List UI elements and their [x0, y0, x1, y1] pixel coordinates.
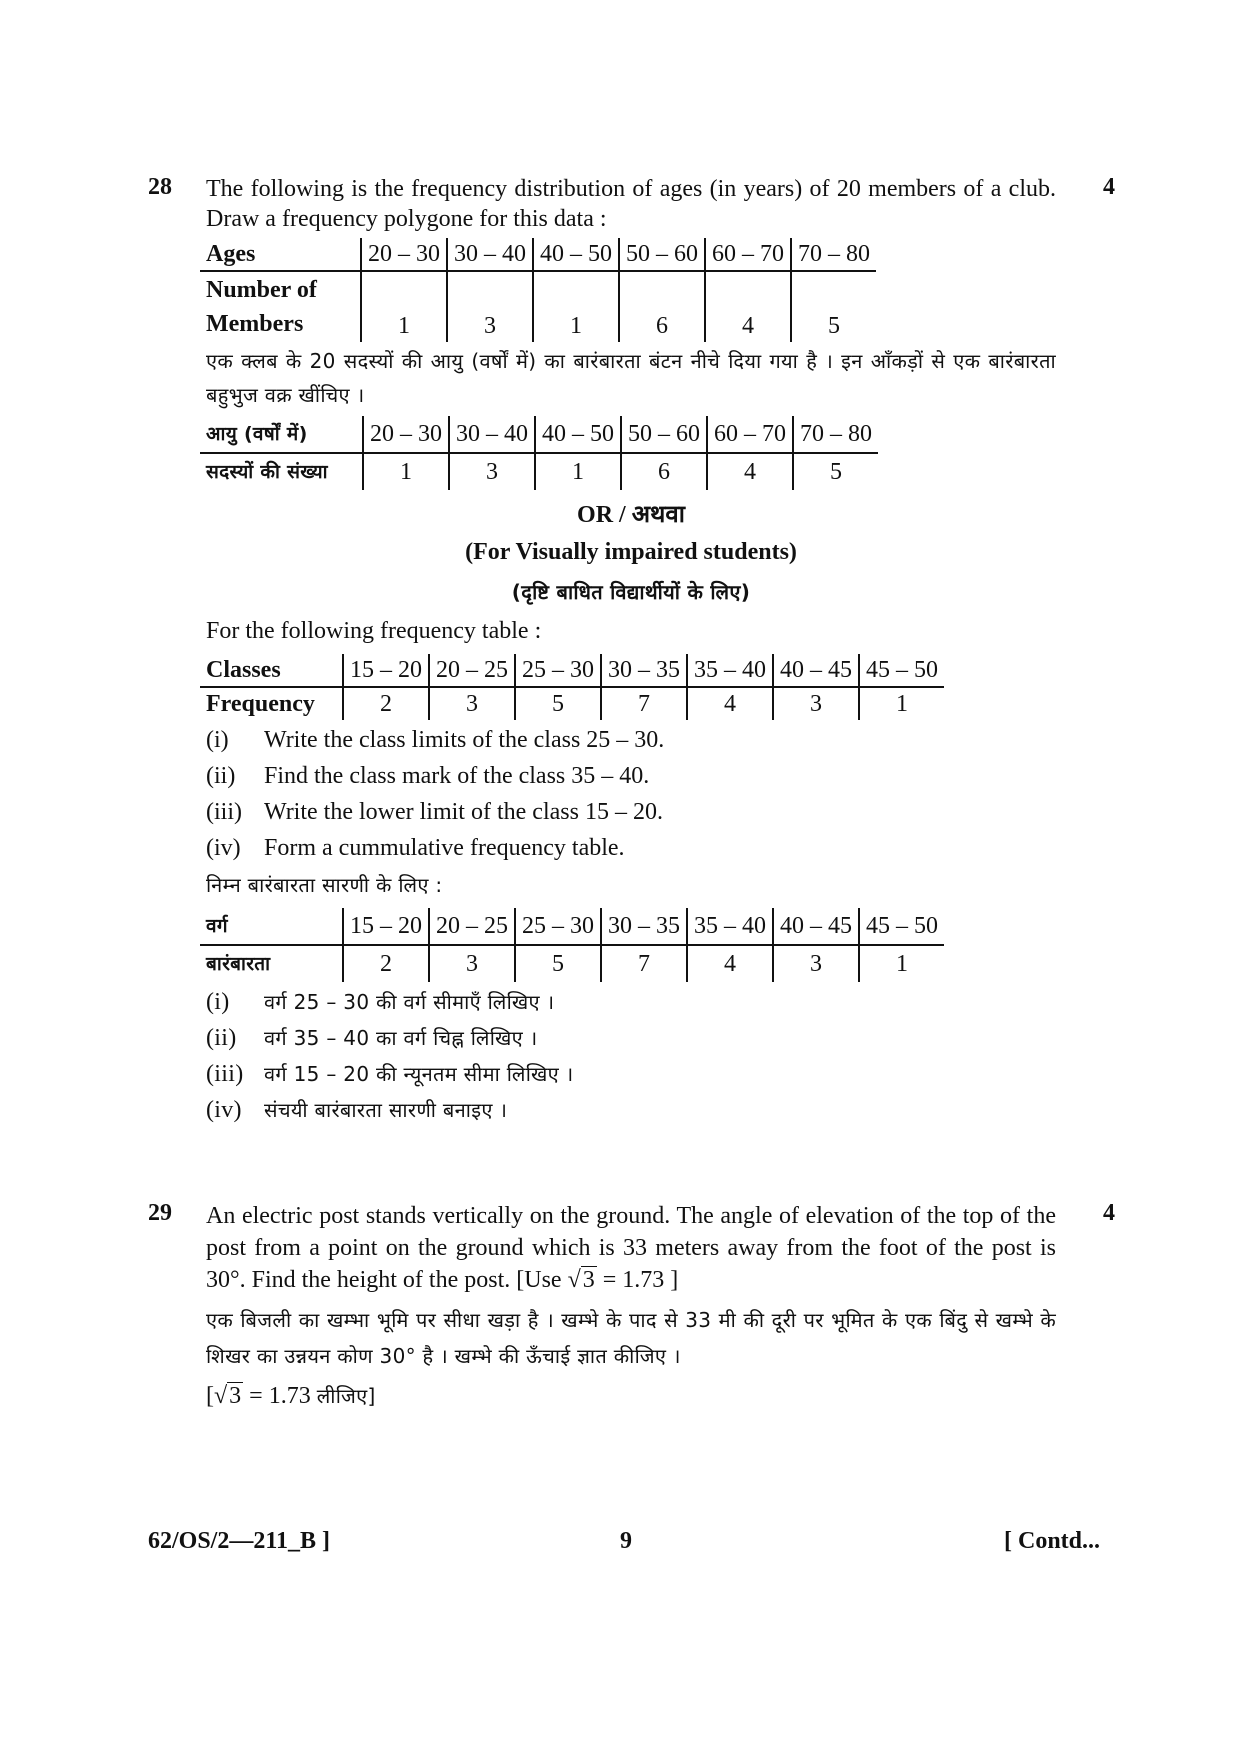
table-cell: 3	[449, 453, 535, 490]
item-number: (iii)	[206, 799, 242, 825]
table-cell: 25 – 30	[515, 654, 601, 687]
item-number: (i)	[206, 989, 230, 1015]
row-label-line-1: Number of	[206, 277, 317, 303]
table-cell: 40 – 50	[533, 238, 619, 271]
visually-impaired-heading: (For Visually impaired students)	[465, 539, 797, 565]
sub-question-list	[206, 722, 1056, 866]
frequency-table-classes-hindi	[200, 908, 944, 982]
table-cell: 30 – 40	[449, 416, 535, 453]
continued-label: [ Contd...	[1004, 1528, 1101, 1554]
table-cell: 20 – 25	[429, 908, 515, 945]
list-item	[206, 1092, 1056, 1128]
table-cell: 30 – 35	[601, 654, 687, 687]
list-item	[206, 1056, 1056, 1092]
item-text: संचयी बारंबारता सारणी बनाइए ।	[264, 1098, 508, 1122]
question-number: 28	[148, 174, 172, 200]
table-header-label: Classes	[200, 654, 343, 687]
table-cell: 35 – 40	[687, 908, 773, 945]
row-label-line-2: Members	[206, 311, 304, 337]
frequency-table-ages-hindi	[200, 416, 878, 490]
list-item	[206, 758, 1056, 794]
or-separator: OR / अथवा	[577, 502, 685, 528]
table-cell: 70 – 80	[793, 416, 878, 453]
list-item	[206, 1020, 1056, 1056]
table-row-label	[200, 271, 361, 342]
table-cell: 25 – 30	[515, 908, 601, 945]
table-cell: 45 – 50	[859, 908, 944, 945]
question-29-body	[206, 1200, 1056, 1414]
table-cell: 2	[343, 687, 429, 720]
list-item	[206, 830, 1056, 866]
item-text: Write the class limits of the class 25 – 30.	[264, 727, 665, 753]
paper-code: 62/OS/2—211_B ]	[148, 1528, 331, 1554]
item-text: Write the lower limit of the class 15 – 20.	[264, 799, 663, 825]
item-text: वर्ग 25 – 30 की वर्ग सीमाएँ लिखिए ।	[264, 990, 555, 1014]
table-cell: 1	[363, 453, 449, 490]
table-header-label: Ages	[200, 238, 361, 271]
question-text-hindi: एक बिजली का खम्भा भूमि पर सीधा खड़ा है । खम्भे के पाद से 33 मी की दूरी पर भूमित के एक बिंदु से खम्भे के शिखर का उन्नयन कोण 30° है । खम्भे की ऊँचाई ज्ञात कीजिए ।	[206, 1308, 1056, 1368]
list-item	[206, 722, 1056, 758]
table-cell: 4	[705, 271, 791, 342]
question-marks: 4	[1103, 1200, 1115, 1226]
vi-intro: For the following frequency table :	[206, 618, 542, 644]
table-cell: 1	[859, 945, 944, 982]
table-cell: 7	[601, 687, 687, 720]
sqrt-expression: √3	[567, 1267, 595, 1293]
table-row-label: बारंबारता	[206, 953, 271, 975]
table-cell: 3	[429, 945, 515, 982]
table-cell: 6	[621, 453, 707, 490]
question-28-body	[206, 174, 1056, 1128]
question-marks: 4	[1103, 174, 1115, 200]
hindi-hint	[206, 1378, 1056, 1414]
item-text: वर्ग 35 – 40 का वर्ग चिह्न लिखिए ।	[264, 1026, 538, 1050]
table-cell: 1	[535, 453, 621, 490]
table-cell: 3	[429, 687, 515, 720]
item-number: (i)	[206, 727, 229, 753]
table-cell: 5	[515, 687, 601, 720]
table-cell: 60 – 70	[705, 238, 791, 271]
table-cell: 6	[619, 271, 705, 342]
table-row-label: सदस्यों की संख्या	[206, 461, 328, 483]
table-cell: 4	[687, 945, 773, 982]
table-header-label: आयु (वर्षों में)	[200, 416, 363, 453]
question-text-hindi: एक क्लब के 20 सदस्यों की आयु (वर्षों में) का बारंबारता बंटन नीचे दिया गया है । इन आँकड़ों से एक बारंबारता बहुभुज वक्र खींचिए ।	[206, 349, 1056, 407]
item-text: Form a cummulative frequency table.	[264, 835, 625, 861]
table-cell: 1	[859, 687, 944, 720]
question-text-main: An electric post stands vertically on the ground. The angle of elevation of the top of the post from a point on the ground which is 33 meters away from the foot of the post is 30°. Find the height of the post. [Use	[206, 1203, 1056, 1293]
table-cell: 40 – 45	[773, 654, 859, 687]
table-cell: 70 – 80	[791, 238, 876, 271]
item-text: Find the class mark of the class 35 – 40.	[264, 763, 650, 789]
table-cell: 4	[687, 687, 773, 720]
table-cell: 5	[793, 453, 878, 490]
question-text: The following is the frequency distribution of ages (in years) of 20 members of a club. Draw a frequency polygone for this data :	[206, 176, 1056, 232]
item-number: (ii)	[206, 1025, 237, 1051]
item-text: वर्ग 15 – 20 की न्यूनतम सीमा लिखिए ।	[264, 1062, 574, 1086]
table-cell: 4	[707, 453, 793, 490]
table-cell: 5	[515, 945, 601, 982]
table-cell: 2	[343, 945, 429, 982]
frequency-table-classes	[200, 654, 944, 720]
item-number: (iii)	[206, 1061, 244, 1087]
table-cell: 7	[601, 945, 687, 982]
table-cell: 5	[791, 271, 876, 342]
page-number: 9	[620, 1528, 632, 1554]
table-row-label: Frequency	[206, 691, 315, 717]
vi-intro-hindi: निम्न बारंबारता सारणी के लिए :	[206, 873, 443, 897]
visually-impaired-heading-hindi: (दृष्टि बाधित विद्यार्थीयों के लिए)	[511, 580, 751, 604]
list-item	[206, 794, 1056, 830]
hint-suffix: लीजिए]	[316, 1384, 376, 1408]
item-number: (iv)	[206, 835, 241, 861]
table-header-label: वर्ग	[200, 908, 343, 945]
table-cell: 60 – 70	[707, 416, 793, 453]
sub-question-list-hindi	[206, 984, 1056, 1128]
table-cell: 15 – 20	[343, 908, 429, 945]
table-cell: 3	[773, 945, 859, 982]
sqrt-value: = 1.73 ]	[602, 1267, 679, 1293]
question-text	[206, 1200, 1056, 1296]
table-cell: 1	[533, 271, 619, 342]
question-number: 29	[148, 1200, 172, 1226]
table-cell: 20 – 25	[429, 654, 515, 687]
list-item	[206, 984, 1056, 1020]
table-cell: 35 – 40	[687, 654, 773, 687]
table-cell: 45 – 50	[859, 654, 944, 687]
item-number: (iv)	[206, 1097, 242, 1123]
sqrt-value: = 1.73	[249, 1383, 311, 1409]
item-number: (ii)	[206, 763, 236, 789]
sqrt-expression: √3	[214, 1383, 242, 1409]
radicand: 3	[229, 1383, 242, 1409]
table-cell: 20 – 30	[363, 416, 449, 453]
table-cell: 3	[447, 271, 533, 342]
table-cell: 40 – 50	[535, 416, 621, 453]
radicand: 3	[582, 1267, 595, 1293]
table-cell: 50 – 60	[621, 416, 707, 453]
table-cell: 3	[773, 687, 859, 720]
table-cell: 50 – 60	[619, 238, 705, 271]
table-cell: 1	[361, 271, 447, 342]
frequency-table-ages	[200, 238, 876, 342]
table-cell: 15 – 20	[343, 654, 429, 687]
table-cell: 40 – 45	[773, 908, 859, 945]
bracket-open: [	[206, 1383, 214, 1409]
table-cell: 20 – 30	[361, 238, 447, 271]
table-cell: 30 – 35	[601, 908, 687, 945]
table-cell: 30 – 40	[447, 238, 533, 271]
